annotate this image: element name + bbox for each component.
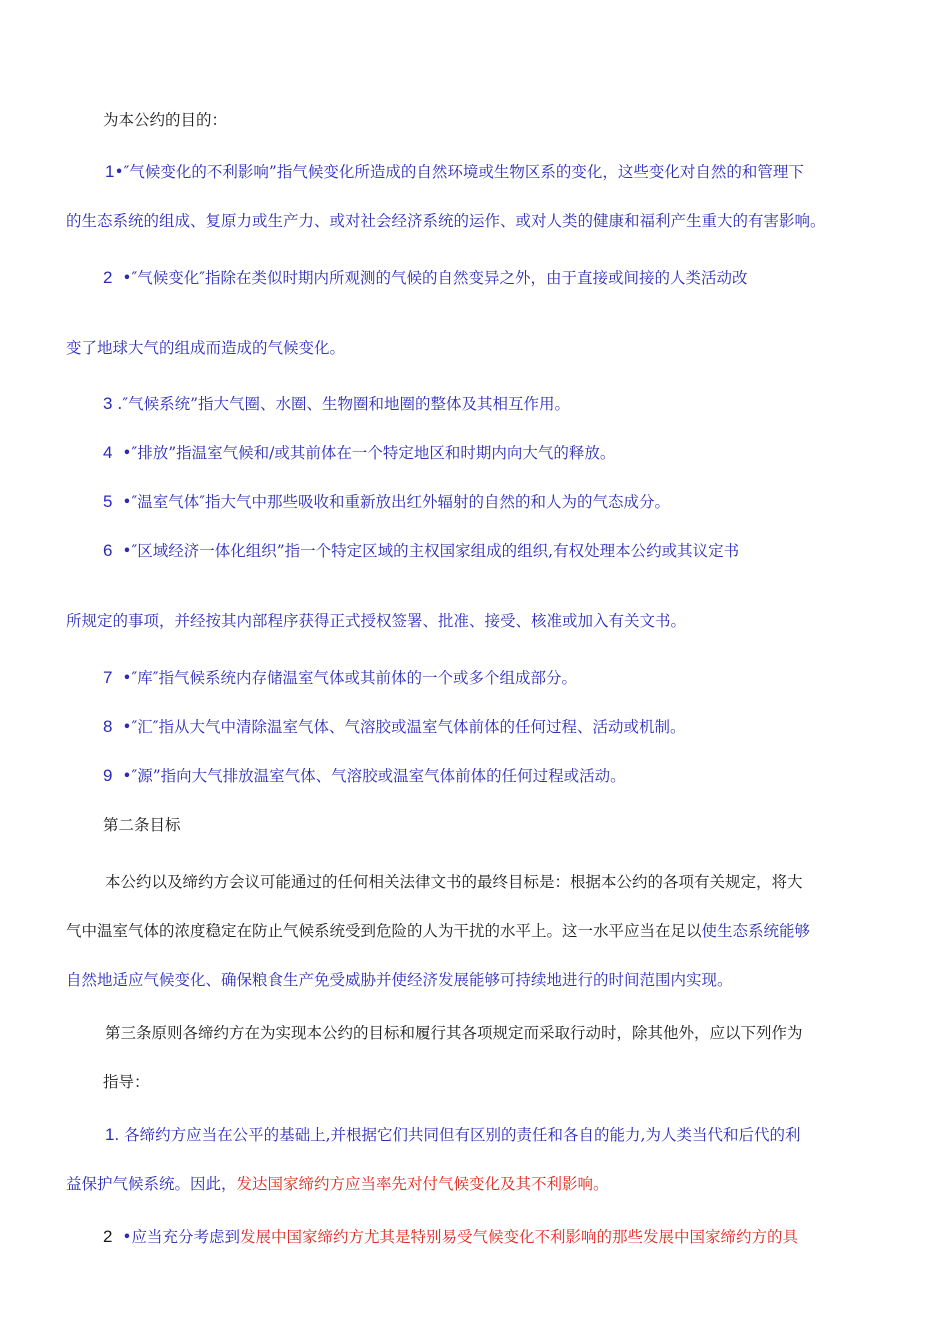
definition-1-line-2: 的生态系统的组成、复原力或生产力、或对社会经济系统的运作、或对人类的健康和福利产生重大的有害影响。 [66, 212, 826, 230]
definition-2-line-2: 变了地球大气的组成而造成的气候变化。 [66, 339, 346, 357]
article-2-line-1: 本公约以及缔约方会议可能通过的任何相关法律文书的最终目标是：根据本公约的各项有关规定，将大 [105, 873, 803, 891]
definition-9-text: •″源”指向大气排放温室气体、气溶胶或温室气体前体的任何过程或活动。 [122, 767, 626, 785]
definition-8-text: •″汇″指从大气中清除温室气体、气溶胶或温室气体前体的任何过程、活动或机制。 [122, 718, 686, 736]
definition-9-line [103, 766, 626, 786]
definition-5-text: •″温室气体″指大气中那些吸收和重新放出红外辐射的自然的和人为的气态成分。 [122, 493, 671, 511]
article-2-line-2-blue: 使生态系统能够 [701, 922, 811, 940]
article-2-heading: 第二条目标 [103, 816, 181, 834]
principle-2-line-1 [103, 1227, 798, 1247]
principle-2-number: 2 [103, 1227, 113, 1246]
definition-1-text-a: •″气候变化的不利影响”指气候变化所造成的自然环境或生物区系的变化，这些变化对自然的和管理下 [114, 163, 804, 181]
article-3-line-2: 指导： [103, 1073, 150, 1091]
principle-1-text-b-red: 发达国家缔约方应当率先对付气候变化及其不利影响。 [236, 1175, 609, 1193]
definition-8-line [103, 717, 686, 737]
definition-2-number: 2 [103, 268, 113, 287]
definition-5-number: 5 [103, 492, 113, 511]
definition-6-line-1 [103, 541, 739, 561]
principle-1-number: 1. [105, 1125, 120, 1144]
definition-3-line [103, 394, 570, 414]
definition-1-number: 1 [105, 162, 115, 181]
definition-7-line [103, 668, 577, 688]
definition-6-number: 6 [103, 541, 113, 560]
principle-1-line-2 [66, 1174, 609, 1194]
definition-6-text-a: •″区域经济一体化组织”指一个特定区域的主权国家组成的组织,有权处理本公约或其议定书 [122, 542, 740, 560]
definition-3-number: 3 [103, 394, 113, 413]
principle-1-line-1 [105, 1125, 800, 1145]
definition-7-number: 7 [103, 668, 113, 687]
definition-4-text: •″排放”指温室气候和/或其前体在一个特定地区和时期内向大气的释放。 [122, 444, 616, 462]
principle-1-text-b-blue: 益保护气候系统。因此， [66, 1175, 237, 1193]
principle-1-text-a: 各缔约方应当在公平的基础上,并根据它们共同但有区别的责任和各自的能力,为人类当代和后代的利 [124, 1126, 801, 1144]
intro-line: 为本公约的目的： [103, 111, 228, 129]
definition-2-text-a: •″气候变化″指除在类似时期内所观测的气候的自然变异之外，由于直接或间接的人类活动改 [122, 269, 748, 287]
principle-2-text-blue: •应当充分考虑到 [122, 1228, 240, 1246]
definition-9-number: 9 [103, 766, 113, 785]
article-2-line-2 [66, 921, 810, 941]
article-3-line-1: 第三条原则各缔约方在为实现本公约的目标和履行其各项规定而采取行动时，除其他外，应以下列作为 [105, 1024, 803, 1042]
definition-2-line-1 [103, 268, 748, 288]
definition-6-line-2: 所规定的事项，并经按其内部程序获得正式授权签署、批准、接受、核准或加入有关文书。 [66, 612, 687, 630]
definition-4-line [103, 443, 615, 463]
definition-7-text: •″库″指气候系统内存储温室气体或其前体的一个或多个组成部分。 [122, 669, 578, 687]
article-2-line-2-black: 气中温室气体的浓度稳定在防止气候系统受到危险的人为干扰的水平上。这一水平应当在足以 [66, 922, 702, 940]
definition-3-text: .″气候系统”指大气圈、水圈、生物圈和地圈的整体及其相互作用。 [117, 395, 571, 413]
definition-1-line-1 [105, 162, 804, 182]
definition-4-number: 4 [103, 443, 113, 462]
definition-5-line [103, 492, 670, 512]
principle-2-text-red: 发展中国家缔约方尤其是特别易受气候变化不利影响的那些发展中国家缔约方的具 [239, 1228, 798, 1246]
definition-8-number: 8 [103, 717, 113, 736]
article-2-line-3: 自然地适应气候变化、确保粮食生产免受威胁并使经济发展能够可持续地进行的时间范围内实现。 [66, 971, 733, 989]
